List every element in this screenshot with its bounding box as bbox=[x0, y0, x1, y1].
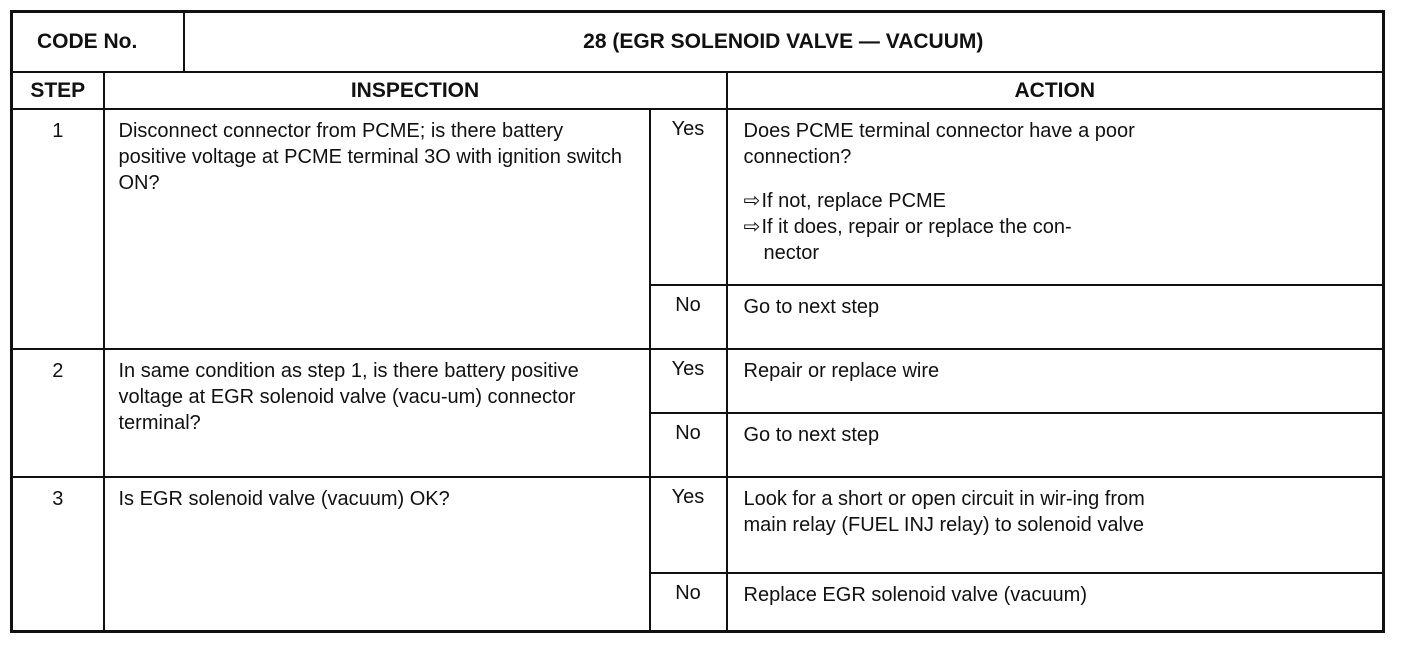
bullet-continuation: nector bbox=[763, 242, 820, 264]
table-row bbox=[12, 109, 1384, 285]
action-text: Repair or replace wire bbox=[727, 349, 1384, 413]
table-row bbox=[12, 349, 1384, 413]
action-bullet bbox=[744, 214, 1367, 240]
inspection-text: Disconnect connector from PCME; is there battery positive voltage at PCME terminal 3O with ignition switch ON? bbox=[104, 109, 650, 349]
step-number: 3 bbox=[12, 477, 104, 631]
action-text: Look for a short or open circuit in wir-ing from main relay (FUEL INJ relay) to solenoid valve bbox=[743, 488, 1145, 536]
inspection-text: Is EGR solenoid valve (vacuum) OK? bbox=[104, 477, 650, 631]
code-label: CODE No. bbox=[12, 12, 184, 73]
bullet-text: If not, replace PCME bbox=[761, 190, 947, 212]
step-number: 1 bbox=[12, 109, 104, 349]
action-cell bbox=[727, 109, 1384, 285]
action-text: Go to next step bbox=[727, 413, 1384, 477]
no-label: No bbox=[650, 285, 727, 349]
column-header-step: STEP bbox=[12, 72, 104, 109]
yes-label: Yes bbox=[650, 349, 727, 413]
column-header-inspection: INSPECTION bbox=[104, 72, 727, 109]
no-label: No bbox=[650, 573, 727, 631]
yes-label: Yes bbox=[650, 109, 727, 285]
action-text: Does PCME terminal connector have a poor connection? bbox=[743, 120, 1135, 168]
column-header-row bbox=[12, 72, 1384, 109]
header-row bbox=[12, 12, 1384, 73]
inspection-text: In same condition as step 1, is there battery positive voltage at EGR solenoid valve (vacu-um) connector terminal? bbox=[104, 349, 650, 477]
no-label: No bbox=[650, 413, 727, 477]
right-arrow-icon: ⇨ bbox=[743, 190, 761, 212]
diagnostic-table bbox=[10, 10, 1385, 633]
action-text: Replace EGR solenoid valve (vacuum) bbox=[727, 573, 1384, 631]
right-arrow-icon: ⇨ bbox=[743, 216, 761, 238]
step-number: 2 bbox=[12, 349, 104, 477]
code-title: 28 (EGR SOLENOID VALVE — VACUUM) bbox=[184, 12, 1384, 73]
diagnostic-table-sheet bbox=[10, 10, 1382, 638]
action-text: Go to next step bbox=[727, 285, 1384, 349]
action-bullet bbox=[744, 188, 1367, 214]
yes-label: Yes bbox=[650, 477, 727, 573]
table-row bbox=[12, 477, 1384, 573]
action-cell bbox=[727, 477, 1384, 573]
bullet-text: If it does, repair or replace the con- bbox=[761, 216, 1072, 238]
column-header-action: ACTION bbox=[727, 72, 1384, 109]
